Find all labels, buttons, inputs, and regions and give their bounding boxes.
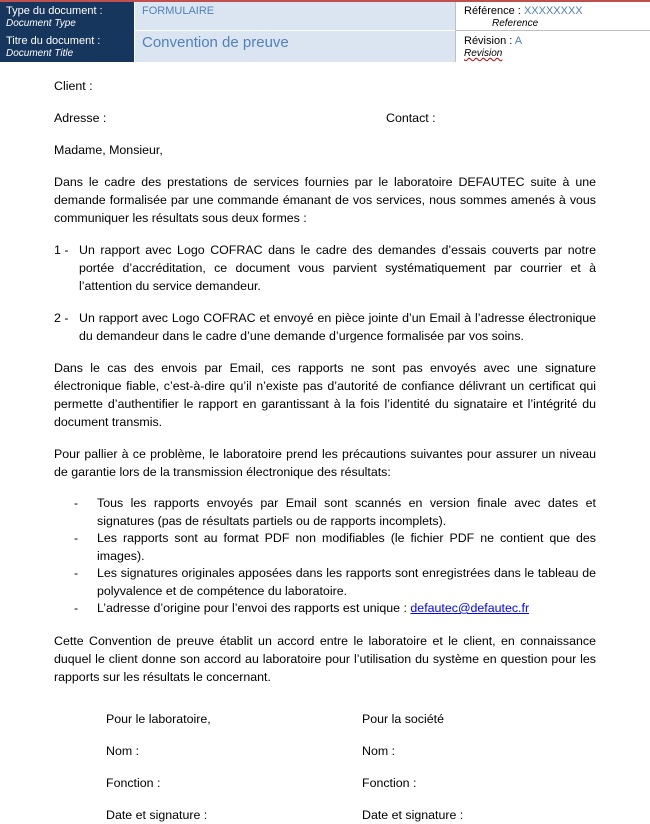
reference-label: Référence : bbox=[464, 5, 521, 17]
agreement-paragraph: Cette Convention de preuve établit un accord entre le laboratoire et le client, en connaissance duquel le client donne son accord au laboratoire pour l’utilisation du système en question pour les rapports sur les résultats le concernant. bbox=[54, 633, 596, 684]
reference-label-en: Reference bbox=[492, 18, 539, 29]
precautions-intro: Pour pallier à ce problème, le laboratoire prend les précautions suivantes pour assurer un niveau de garantie lors de la transmission électronique des résultats: bbox=[54, 447, 596, 479]
bullet-dash: - bbox=[74, 566, 79, 580]
lab-name-label: Nom : bbox=[106, 744, 140, 758]
signature-date-row bbox=[54, 806, 596, 824]
salutation: Madame, Monsieur, bbox=[54, 143, 163, 157]
header-divider-vertical bbox=[455, 2, 456, 62]
lab-heading: Pour le laboratoire, bbox=[106, 712, 211, 726]
signature-block bbox=[54, 710, 596, 820]
bullet-dash: - bbox=[74, 531, 79, 545]
precautions-list bbox=[54, 495, 596, 618]
item-number: 2 - bbox=[54, 311, 69, 325]
signature-heading-row bbox=[54, 710, 596, 728]
email-link[interactable]: defautec@defautec.fr bbox=[410, 601, 530, 615]
doc-title-value: Convention de preuve bbox=[142, 34, 289, 51]
item-text: Un rapport avec Logo COFRAC et envoyé en pièce jointe d’un Email à l’adresse électronique du demandeur dans le cadre d’une demande d’urgence formalisée par vos soins. bbox=[79, 311, 596, 343]
header-divider bbox=[456, 30, 650, 31]
bullet-text: Tous les rapports envoyés par Email sont scannés en version finale avec dates et signatures (pas de résultats partiels ou de rapports incomplets). bbox=[97, 496, 596, 528]
company-name-label: Nom : bbox=[362, 744, 396, 758]
client-label: Client : bbox=[54, 79, 93, 93]
bullet-dash: - bbox=[74, 601, 79, 615]
header-values-panel bbox=[135, 2, 455, 62]
company-date-signature-label: Date et signature : bbox=[362, 808, 464, 822]
item-number: 1 - bbox=[54, 243, 69, 257]
list-item bbox=[54, 600, 596, 618]
list-item bbox=[54, 530, 596, 565]
contact-label: Contact : bbox=[386, 111, 436, 125]
item-text: Un rapport avec Logo COFRAC dans le cadre des demandes d’essais couverts par notre portée d’accréditation, ce document vous parvient systématiquement par courrier et à l’attention du service demandeur. bbox=[79, 243, 596, 293]
document-body bbox=[54, 77, 596, 686]
numbered-item-2 bbox=[54, 309, 596, 345]
doc-type-label-en: Document Type bbox=[6, 18, 76, 29]
revision-field bbox=[464, 35, 522, 47]
company-function-label: Fonction : bbox=[362, 776, 417, 790]
doc-title-label-en: Document Title bbox=[6, 48, 74, 59]
doc-type-value: FORMULAIRE bbox=[142, 5, 215, 17]
bullet-text: Les signatures originales apposées dans les rapports sont enregistrées dans le tableau de polyvalence et de compétence du laboratoire. bbox=[97, 566, 596, 598]
header-reference-panel bbox=[456, 2, 650, 62]
company-heading: Pour la société bbox=[362, 712, 444, 726]
bullet-text: Les rapports sont au format PDF non modifiables (le fichier PDF ne contient que des images). bbox=[97, 531, 596, 563]
address-label: Adresse : bbox=[54, 111, 107, 125]
revision-label: Révision : bbox=[464, 35, 513, 47]
header-labels-panel bbox=[0, 2, 134, 62]
signature-function-row bbox=[54, 774, 596, 792]
document-header bbox=[0, 2, 650, 62]
email-paragraph: Dans le cas des envois par Email, ces rapports ne sont pas envoyés avec une signature électronique fiable, c’est-à-dire qu’il n’existe pas d’autorité de confiance délivrant un certificat qui permette d’authentifier le rapport en garantissant à la fois l’identité du signataire et l’intégrité du document transmis. bbox=[54, 361, 596, 429]
intro-paragraph: Dans le cadre des prestations de services fournies par le laboratoire DEFAUTEC suite à une demande formalisée par une commande émanant de vos services, nous sommes amenés à vous communiquer les résultats sous deux formes : bbox=[54, 175, 596, 225]
signature-name-row bbox=[54, 742, 596, 760]
revision-label-en: Revision bbox=[464, 48, 503, 59]
client-field bbox=[54, 77, 596, 95]
bullet-dash: - bbox=[74, 496, 79, 510]
address-contact-row bbox=[54, 109, 596, 127]
doc-title-label: Titre du document : bbox=[6, 35, 101, 47]
lab-date-signature-label: Date et signature : bbox=[106, 808, 208, 822]
list-item bbox=[54, 495, 596, 530]
reference-field bbox=[464, 5, 583, 17]
bullet-text: L’adresse d’origine pour l’envoi des rapports est unique : bbox=[97, 601, 411, 615]
lab-function-label: Fonction : bbox=[106, 776, 161, 790]
list-item bbox=[54, 565, 596, 600]
doc-type-label: Type du document : bbox=[6, 5, 103, 17]
reference-value: XXXXXXXX bbox=[523, 5, 583, 17]
revision-value: A bbox=[514, 35, 523, 47]
numbered-item-1 bbox=[54, 241, 596, 295]
